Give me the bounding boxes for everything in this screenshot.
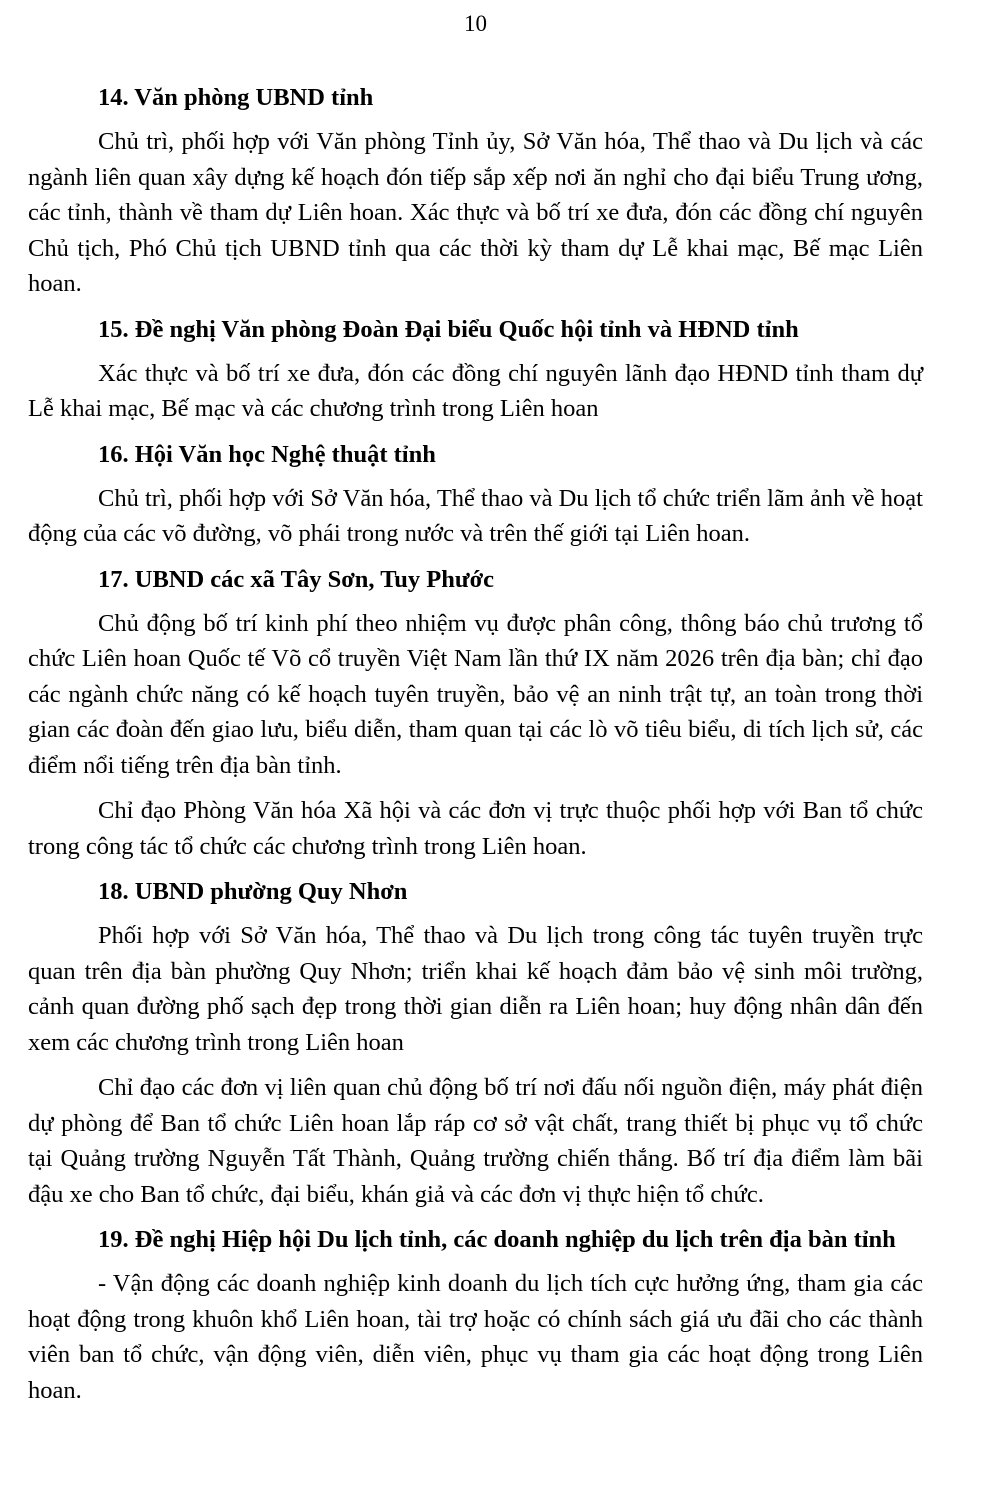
- page-number: 10: [464, 11, 487, 36]
- section-paragraph: Xác thực và bố trí xe đưa, đón các đồng chí nguyên lãnh đạo HĐND tỉnh tham dự Lễ khai mạc, Bế mạc và các chương trình trong Liên hoan: [28, 359, 923, 422]
- section-paragraph: Chủ động bố trí kinh phí theo nhiệm vụ được phân công, thông báo chủ trương tổ chức Liên hoan Quốc tế Võ cổ truyền Việt Nam lần thứ IX năm 2026 trên địa bàn; chỉ đạo các ngành chức năng có kế hoạch tuyên truyền, bảo vệ an ninh trật tự, an toàn trong thời gian các đoàn đến giao lưu, biểu diễn, tham quan tại các lò võ tiêu biểu, di tích lịch sử, các điểm nổi tiếng trên địa bàn tỉnh.: [28, 609, 923, 779]
- section-paragraph: Chủ trì, phối hợp với Sở Văn hóa, Thể thao và Du lịch tổ chức triển lãm ảnh về hoạt động của các võ đường, võ phái trong nước và trên thế giới tại Liên hoan.: [28, 484, 923, 547]
- section-15: [28, 312, 923, 427]
- section-18: [28, 874, 923, 1212]
- section-17: [28, 562, 923, 865]
- section-paragraph: Chỉ đạo Phòng Văn hóa Xã hội và các đơn vị trực thuộc phối hợp với Ban tổ chức trong công tác tổ chức các chương trình trong Liên hoan.: [28, 797, 923, 860]
- section-paragraph: - Vận động các doanh nghiệp kinh doanh du lịch tích cực hưởng ứng, tham gia các hoạt động trong khuôn khổ Liên hoan, tài trợ hoặc có chính sách giá ưu đãi cho các thành viên ban tổ chức, vận động viên, diễn viên, phục vụ tham gia các hoạt động trong Liên hoan.: [28, 1270, 923, 1404]
- section-heading: 19. Đề nghị Hiệp hội Du lịch tỉnh, các doanh nghiệp du lịch trên địa bàn tỉnh: [98, 1226, 896, 1253]
- section-heading: 15. Đề nghị Văn phòng Đoàn Đại biểu Quốc hội tỉnh và HĐND tỉnh: [98, 315, 799, 343]
- section-heading: 18. UBND phường Quy Nhơn: [98, 878, 408, 905]
- section-heading: 17. UBND các xã Tây Sơn, Tuy Phước: [98, 565, 495, 593]
- section-paragraph: Chủ trì, phối hợp với Văn phòng Tỉnh ủy, Sở Văn hóa, Thể thao và Du lịch và các ngành liên quan xây dựng kế hoạch đón tiếp sắp xếp nơi ăn nghỉ cho đại biểu Trung ương, các tỉnh, thành về tham dự Liên hoan. Xác thực và bố trí xe đưa, đón các đồng chí nguyên Chủ tịch, Phó Chủ tịch UBND tỉnh qua các thời kỳ tham dự Lễ khai mạc, Bế mạc Liên hoan.: [28, 128, 923, 297]
- section-paragraph: Phối hợp với Sở Văn hóa, Thể thao và Du lịch trong công tác tuyên truyền trực quan trên địa bàn phường Quy Nhơn; triển khai kế hoạch đảm bảo vệ sinh môi trường, cảnh quan đường phố sạch đẹp trong thời gian diễn ra Liên hoan; huy động nhân dân đến xem các chương trình trong Liên hoan: [28, 922, 923, 1056]
- section-paragraph: Chỉ đạo các đơn vị liên quan chủ động bố trí nơi đấu nối nguồn điện, máy phát điện dự phòng để Ban tổ chức Liên hoan lắp ráp cơ sở vật chất, trang thiết bị phục vụ tổ chức tại Quảng trường Nguyễn Tất Thành, Quảng trường chiến thắng. Bố trí địa điểm làm bãi đậu xe cho Ban tổ chức, đại biểu, khán giả và các đơn vị thực hiện tổ chức.: [28, 1074, 923, 1208]
- section-19: [28, 1222, 923, 1408]
- section-heading: 16. Hội Văn học Nghệ thuật tỉnh: [98, 440, 436, 468]
- document-page: [28, 0, 923, 1408]
- section-16: [28, 437, 923, 552]
- section-14: [28, 80, 923, 302]
- section-heading: 14. Văn phòng UBND tỉnh: [98, 84, 374, 111]
